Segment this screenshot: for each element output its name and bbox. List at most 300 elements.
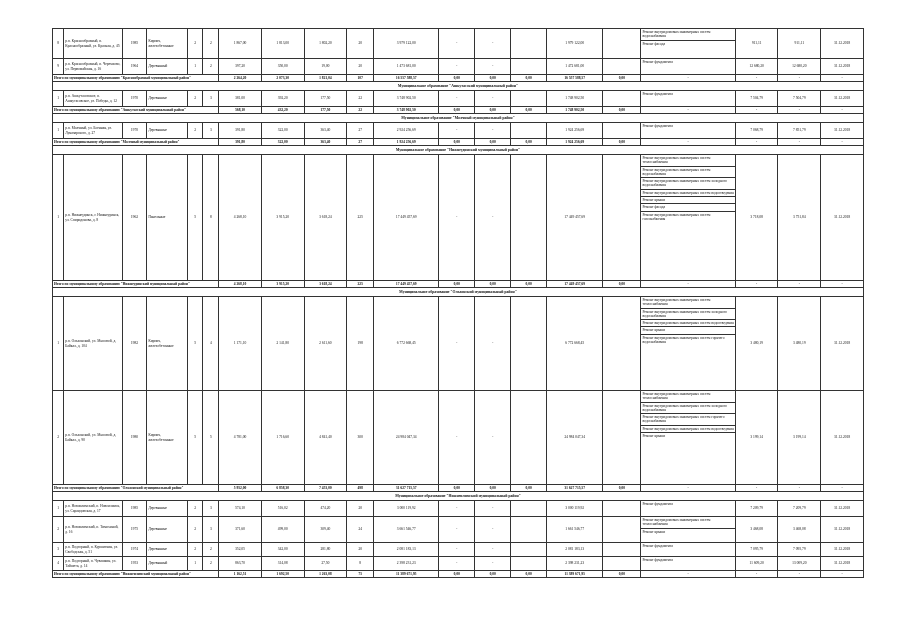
- fund-regional-sum: 0,00: [475, 75, 511, 82]
- wall-material: Кирпич, железобетонные: [147, 29, 187, 59]
- specific-cost: 7 095,79: [735, 543, 778, 557]
- date-sum: -: [821, 75, 864, 82]
- repair-works-list: [641, 297, 735, 391]
- reserve-sum: 0,00: [603, 485, 641, 492]
- completion-date: 31.12.2018: [821, 543, 864, 557]
- section-total-row: [53, 281, 864, 288]
- register-table: [52, 28, 864, 578]
- fund-owners-sum: 1 924 256,69: [547, 139, 603, 146]
- fund-regional: -: [475, 91, 511, 107]
- row-number: 1: [53, 501, 64, 517]
- repair-work-item: Ремонт внутридомовых инженерных систем водоснабжения: [641, 167, 734, 179]
- private-area: 281,80: [304, 543, 347, 557]
- fund-local: [511, 59, 547, 75]
- building-address: р.п. Ашкутасовское, п. Ашкутасовское, ул. Победы, д. 12: [64, 91, 122, 107]
- total-label: Итого по муниципальному образованию "Молчный муниципальный район": [53, 139, 219, 146]
- floor-count: 1: [187, 557, 203, 571]
- entrance-count: 8: [203, 155, 219, 281]
- total-area-sum: 568,10: [219, 107, 262, 114]
- build-year: 1970: [122, 123, 147, 139]
- repair-work-item: Ремонт внутридомовых инженерных систем холодного водоснабжения: [641, 403, 734, 415]
- fund-federal: -: [439, 391, 475, 485]
- fund-regional: -: [475, 59, 511, 75]
- build-year: 1985: [122, 501, 147, 517]
- table-row: [53, 59, 864, 75]
- fund-federal: -: [439, 543, 475, 557]
- repair-works-list: [641, 123, 735, 139]
- fund-local: [511, 155, 547, 281]
- entrance-count: 3: [203, 123, 219, 139]
- repair-cost: 17 449 457,69: [374, 155, 439, 281]
- specific-cost: 3 468,08: [735, 517, 778, 543]
- private-area-sum: 177,50: [304, 107, 347, 114]
- building-address: р.п. Новоилимский, п. Новоилимск, ул. Сараидовская, д. 17: [64, 501, 122, 517]
- private-area: 474,20: [304, 501, 347, 517]
- residential-area: 516,02: [261, 501, 304, 517]
- fund-owners-sum: 16 557 588,57: [547, 75, 603, 82]
- repair-cost: 2 924 256,69: [374, 123, 439, 139]
- repair-work-item: Ремонт внутридомовых инженерных систем газоснабжения: [642, 212, 711, 221]
- repair-works-list: [641, 29, 735, 59]
- works-sum: -: [641, 75, 735, 82]
- works-sum: -: [641, 485, 735, 492]
- building-address: р.п. Краснообразный, п. Краснообразный, ул. Красная, д. 45: [64, 29, 122, 59]
- fund-local: [511, 517, 547, 543]
- works-sum: -: [641, 281, 735, 288]
- row-number: 1: [53, 91, 64, 107]
- entrance-count: 5: [203, 391, 219, 485]
- section-title: Муниципальное образование "Нижнеудинский муниципальный район": [53, 146, 864, 155]
- specific-cost-sum: -: [735, 281, 778, 288]
- repair-works-list: [641, 517, 735, 543]
- fund-owners: 2 398 231,23: [547, 557, 603, 571]
- specific-cost: 3 718,08: [735, 155, 778, 281]
- section-header-row: [53, 146, 864, 155]
- works-sum: -: [641, 107, 735, 114]
- total-area: 4 781,00: [219, 391, 262, 485]
- reserve-sum: 0,00: [603, 281, 641, 288]
- fund-regional: -: [475, 501, 511, 517]
- residential-area: 314,08: [261, 557, 304, 571]
- repair-work-item: Ремонт фундамента: [642, 60, 673, 64]
- reserve-sum: 0,00: [603, 139, 641, 146]
- repair-cost: 2 398 231,23: [374, 557, 439, 571]
- private-area-sum: 3 618,24: [304, 281, 347, 288]
- repair-cost: 3 661 546,77: [374, 517, 439, 543]
- reserve-cell: [603, 59, 641, 75]
- total-area: 352,05: [219, 543, 262, 557]
- fund-federal-sum: 0,00: [439, 107, 475, 114]
- section-title: Муниципальное образование "Нижнеилимский муниципальный район": [53, 492, 864, 501]
- fund-regional-sum: 0,00: [475, 571, 511, 578]
- reserve-cell: [603, 123, 641, 139]
- repair-work-item: Ремонт внутридомовых инженерных систем горячего водоснабжения: [642, 335, 725, 345]
- residential-area-sum: 2 073,30: [261, 75, 304, 82]
- reserve-cell: [603, 517, 641, 543]
- row-number: 1: [53, 155, 64, 281]
- repair-work-item: Ремонт фундамента: [642, 558, 673, 562]
- completion-date: 31.12.2018: [821, 297, 864, 391]
- total-area-sum: 1 162,51: [219, 571, 262, 578]
- fund-owners-sum: 31 627 715,57: [547, 485, 603, 492]
- total-label: Итого по муниципальному образованию "Краснообразный муниципальный район": [53, 75, 219, 82]
- building-address: р.п. Краснообразный, п. Черемхово, ул. Первомайская, д. 16: [64, 59, 122, 75]
- residential-area-sum: 1 692,50: [261, 571, 304, 578]
- completion-date: 31.12.2018: [821, 501, 864, 517]
- fund-federal: -: [439, 123, 475, 139]
- fund-owners-sum: 1 748 902,50: [547, 107, 603, 114]
- fund-local-sum: 0,00: [511, 107, 547, 114]
- resident-count: 27: [347, 123, 374, 139]
- entrance-count: 4: [203, 297, 219, 391]
- private-area: 177,50: [304, 91, 347, 107]
- reserve-sum: 0,00: [603, 107, 641, 114]
- floor-count: 5: [187, 155, 203, 281]
- private-area: 363,40: [304, 123, 347, 139]
- wall-material: Деревянные: [147, 91, 187, 107]
- section-total-row: [53, 139, 864, 146]
- table-row: [53, 501, 864, 517]
- repair-work-item: Ремонт крыши: [641, 327, 734, 334]
- repair-work-item: Ремонт внутридомовых инженерных систем горячего водоснабжения: [641, 414, 734, 426]
- section-title: Муниципальное образование "Ашкутасский муниципальный район": [53, 82, 864, 91]
- entrance-count: 3: [203, 517, 219, 543]
- max-cost: 7 209,79: [778, 501, 821, 517]
- section-total-row: [53, 485, 864, 492]
- total-label: Итого по муниципальному образованию "Ашкутасский муниципальный район": [53, 107, 219, 114]
- repair-works-list: [641, 501, 735, 517]
- date-sum: -: [821, 281, 864, 288]
- repair-work-item: Ремонт внутридомовых инженерных систем водоотведения: [641, 190, 734, 197]
- fund-owners-sum: 11 389 671,95: [547, 571, 603, 578]
- table-row: [53, 29, 864, 59]
- residential-area: 350,00: [261, 59, 304, 75]
- fund-regional: -: [475, 123, 511, 139]
- total-area-sum: 4 268,10: [219, 281, 262, 288]
- repair-work-item: Ремонт внутридомовых инженерных систем теплоснабжения: [641, 517, 734, 529]
- max-cost: 12 680,20: [778, 59, 821, 75]
- fund-local: [511, 543, 547, 557]
- max-cost: 911,11: [778, 29, 821, 59]
- wall-material: Деревянный: [147, 557, 187, 571]
- resident-count-sum: 27: [347, 139, 374, 146]
- row-number: 2: [53, 517, 64, 543]
- specific-cost-sum: -: [735, 571, 778, 578]
- build-year: 1964: [122, 59, 147, 75]
- fund-federal: -: [439, 29, 475, 59]
- fund-federal: -: [439, 155, 475, 281]
- table-row: [53, 155, 864, 281]
- fund-regional-sum: 0,00: [475, 107, 511, 114]
- fund-owners: 2 081 183,13: [547, 543, 603, 557]
- building-address: р.п. Молчный, ул. Боенная, ул. Луначарского, д. 27: [64, 123, 122, 139]
- fund-owners-sum: 17 449 457,69: [547, 281, 603, 288]
- repair-cost: 3 748 902,50: [374, 91, 439, 107]
- fund-local-sum: 0,00: [511, 485, 547, 492]
- repair-work-item: Ремонт внутридомовых инженерных систем водоотведения: [641, 320, 734, 327]
- repair-work-item: Ремонт внутридомовых инженерных систем теплоснабжения: [641, 391, 734, 403]
- build-year: 1974: [122, 543, 147, 557]
- date-sum: -: [821, 139, 864, 146]
- fund-owners: 1 748 902,50: [547, 91, 603, 107]
- section-header-row: [53, 114, 864, 123]
- date-sum: -: [821, 571, 864, 578]
- build-year: 1962: [122, 155, 147, 281]
- floor-count: 5: [187, 391, 203, 485]
- fund-local-sum: 0,00: [511, 75, 547, 82]
- reserve-cell: [603, 91, 641, 107]
- max-cost-sum: -: [778, 107, 821, 114]
- section-title: Муниципальное образование "Молчный муниципальный район": [53, 114, 864, 123]
- wall-material: Панельные: [147, 155, 187, 281]
- specific-cost: 3 480,19: [735, 297, 778, 391]
- resident-count: 20: [347, 501, 374, 517]
- build-year: 1985: [122, 29, 147, 59]
- private-area: 27,50: [304, 557, 347, 571]
- max-cost: 3 199,14: [778, 391, 821, 485]
- residential-area: 1 716,60: [261, 391, 304, 485]
- resident-count: 300: [347, 391, 374, 485]
- resident-count-sum: 498: [347, 485, 374, 492]
- fund-owners: 3 000 119,92: [547, 501, 603, 517]
- entrance-count: 3: [203, 501, 219, 517]
- fund-owners: 1 661 546,77: [547, 517, 603, 543]
- max-cost: 3 480,19: [778, 297, 821, 391]
- row-number: 1: [53, 123, 64, 139]
- build-year: 1975: [122, 517, 147, 543]
- repair-works-list: [641, 59, 735, 75]
- repair-work-item: Ремонт внутридомовых инженерных систем теплоснабжения: [641, 297, 734, 309]
- repair-works-list: [641, 91, 735, 107]
- entrance-count: 2: [203, 557, 219, 571]
- works-sum: -: [641, 139, 735, 146]
- completion-date: 31.12.2018: [821, 155, 864, 281]
- private-area: 309,40: [304, 517, 347, 543]
- floor-count: 2: [187, 517, 203, 543]
- completion-date: 31.12.2018: [821, 557, 864, 571]
- fund-regional-sum: 0,00: [475, 281, 511, 288]
- specific-cost-sum: -: [735, 75, 778, 82]
- wall-material: Деревянные: [147, 501, 187, 517]
- fund-federal: -: [439, 517, 475, 543]
- residential-area: 3 915,20: [261, 155, 304, 281]
- fund-owners: 17 449 457,69: [547, 155, 603, 281]
- repair-cost: 6 772 668,45: [374, 297, 439, 391]
- fund-local: [511, 297, 547, 391]
- building-address: р.п. Подгорный, п. Куршиткин, ул. Свободская, д. 51: [64, 543, 122, 557]
- total-area: 397,20: [219, 59, 262, 75]
- housing-repair-register-sheet: [52, 28, 864, 578]
- fund-regional: -: [475, 29, 511, 59]
- building-address: р.п. Ольхонский, ул. Мысовой, д. Байкал, д. 90: [64, 391, 122, 485]
- fund-regional: -: [475, 391, 511, 485]
- reserve-cell: [603, 155, 641, 281]
- max-cost-sum: -: [778, 571, 821, 578]
- repair-work-item: Ремонт фундамента: [642, 124, 673, 128]
- building-address: р.п. Новоилимский, п. Тимохиной, д. 16: [64, 517, 122, 543]
- reserve-cell: [603, 297, 641, 391]
- fund-owners: 1 472 681,00: [547, 59, 603, 75]
- residential-area-sum: 6 858,30: [261, 485, 304, 492]
- entrance-count: 3: [203, 91, 219, 107]
- repair-work-item: Ремонт внутридомовых инженерных систем холодного водоснабжения: [641, 178, 734, 190]
- fund-local: [511, 91, 547, 107]
- total-area: 381,00: [219, 91, 262, 107]
- row-number: 3: [53, 543, 64, 557]
- section-header-row: [53, 492, 864, 501]
- wall-material: Кирпич, железобетонные: [147, 297, 187, 391]
- max-cost-sum: -: [778, 485, 821, 492]
- fund-federal-sum: 0,00: [439, 139, 475, 146]
- repair-works-list: [641, 557, 735, 571]
- residential-area-sum: 3 915,20: [261, 281, 304, 288]
- table-row: [53, 543, 864, 557]
- floor-count: 2: [187, 91, 203, 107]
- specific-cost: 7 504,79: [735, 91, 778, 107]
- repair-work-item: Ремонт внутридомовых инженерных систем холодного водоснабжения: [641, 309, 734, 321]
- resident-count: 20: [347, 29, 374, 59]
- entrance-count: 2: [203, 543, 219, 557]
- floor-count: 2: [187, 543, 203, 557]
- resident-count: 22: [347, 91, 374, 107]
- reserve-cell: [603, 391, 641, 485]
- fund-federal: -: [439, 501, 475, 517]
- fund-federal-sum: 0,00: [439, 571, 475, 578]
- specific-cost: 11 609,20: [735, 557, 778, 571]
- residential-area: 2 141,80: [261, 297, 304, 391]
- fund-local: [511, 391, 547, 485]
- resident-count-sum: 107: [347, 75, 374, 82]
- floor-count: 2: [187, 29, 203, 59]
- fund-regional: -: [475, 155, 511, 281]
- repair-work-item: Ремонт внутридомовых инженерных систем водоснабжения: [641, 29, 734, 41]
- total-area-sum: 5 952,00: [219, 485, 262, 492]
- repair-works-list: [641, 543, 735, 557]
- repair-work-item: Ремонт фундамента: [642, 502, 673, 506]
- fund-regional: -: [475, 557, 511, 571]
- max-cost: 13 009,20: [778, 557, 821, 571]
- fund-federal: -: [439, 59, 475, 75]
- resident-count: 20: [347, 59, 374, 75]
- residential-area: 1 813,00: [261, 29, 304, 59]
- building-address: р.п. Нижнеудинск, г. Нижнеудинск, ул. Спиридонова, д. 8: [64, 155, 122, 281]
- fund-local-sum: 0,00: [511, 281, 547, 288]
- total-area: 371,60: [219, 517, 262, 543]
- resident-count-sum: 225: [347, 281, 374, 288]
- max-cost-sum: -: [778, 281, 821, 288]
- fund-federal: -: [439, 91, 475, 107]
- total-label: Итого по муниципальному образованию "Нижнеилимский муниципальный район": [53, 571, 219, 578]
- building-address: р.п. Подгорный, п. Чувашкин, ул. Тайшета, д. 14: [64, 557, 122, 571]
- reserve-cell: [603, 29, 641, 59]
- floor-count: 1: [187, 59, 203, 75]
- table-row: [53, 557, 864, 571]
- reserve-cell: [603, 501, 641, 517]
- wall-material: Кирпич, железобетонные: [147, 391, 187, 485]
- floor-count: 5: [187, 297, 203, 391]
- repair-work-item: Ремонт фундамента: [642, 92, 673, 96]
- wall-material: Деревянный: [147, 59, 187, 75]
- table-row: [53, 123, 864, 139]
- total-area: 4 268,10: [219, 155, 262, 281]
- specific-cost: 3 199,14: [735, 391, 778, 485]
- fund-federal-sum: 0,00: [439, 281, 475, 288]
- reserve-cell: [603, 543, 641, 557]
- repair-works-list: [641, 155, 735, 281]
- table-row: [53, 297, 864, 391]
- repair-cost: 3 979 122,00: [374, 29, 439, 59]
- table-row: [53, 391, 864, 485]
- reserve-sum: 0,00: [603, 571, 641, 578]
- repair-cost-sum: 3 748 902,50: [374, 107, 439, 114]
- repair-work-item: Ремонт фасада: [641, 204, 734, 211]
- floor-count: 2: [187, 501, 203, 517]
- max-cost: 7 851,79: [778, 123, 821, 139]
- fund-federal: -: [439, 557, 475, 571]
- total-label: Итого по муниципальному образованию "Нижнеудинский муниципальный район": [53, 281, 219, 288]
- fund-owners: 24 984 047,34: [547, 391, 603, 485]
- fund-regional-sum: 0,00: [475, 485, 511, 492]
- table-row: [53, 91, 864, 107]
- max-cost-sum: -: [778, 75, 821, 82]
- entrance-count: 2: [203, 59, 219, 75]
- private-area: 1 802,20: [304, 29, 347, 59]
- section-header-row: [53, 288, 864, 297]
- fund-regional: -: [475, 517, 511, 543]
- repair-works-list: [641, 391, 735, 485]
- build-year: 1982: [122, 297, 147, 391]
- date-sum: -: [821, 485, 864, 492]
- build-year: 1953: [122, 557, 147, 571]
- section-total-row: [53, 571, 864, 578]
- wall-material: Деревянные: [147, 123, 187, 139]
- specific-cost: 7 068,79: [735, 123, 778, 139]
- wall-material: Деревянные: [147, 543, 187, 557]
- row-number: 9: [53, 59, 64, 75]
- specific-cost: 7 209,79: [735, 501, 778, 517]
- completion-date: 31.12.2018: [821, 91, 864, 107]
- repair-cost: 3 000 119,92: [374, 501, 439, 517]
- private-area-sum: 1 821,04: [304, 75, 347, 82]
- build-year: 1980: [122, 391, 147, 485]
- repair-cost-sum: 17 449 457,69: [374, 281, 439, 288]
- row-number: 4: [53, 557, 64, 571]
- repair-work-item: Ремонт крыши: [642, 529, 666, 534]
- fund-local-sum: 0,00: [511, 571, 547, 578]
- residential-area: 342,00: [261, 543, 304, 557]
- resident-count: 225: [347, 155, 374, 281]
- fund-owners: 1 924 256,69: [547, 123, 603, 139]
- section-header-row: [53, 82, 864, 91]
- repair-cost-sum: 16 557 588,57: [374, 75, 439, 82]
- max-cost-sum: -: [778, 139, 821, 146]
- specific-cost-sum: -: [735, 139, 778, 146]
- repair-cost: 2 081 183,13: [374, 543, 439, 557]
- private-area-sum: 363,40: [304, 139, 347, 146]
- wall-material: Деревянные: [147, 517, 187, 543]
- total-label: Итого по муниципальному образованию "Ольхонский муниципальный район": [53, 485, 219, 492]
- fund-federal-sum: 0,00: [439, 485, 475, 492]
- repair-cost: 1 473 681,00: [374, 59, 439, 75]
- fund-federal-sum: 0,00: [439, 75, 475, 82]
- specific-cost: 12 680,20: [735, 59, 778, 75]
- repair-cost-sum: 11 389 671,95: [374, 571, 439, 578]
- fund-regional-sum: 0,00: [475, 139, 511, 146]
- row-number: 1: [53, 297, 64, 391]
- resident-count: 8: [347, 557, 374, 571]
- fund-local: [511, 501, 547, 517]
- works-sum: -: [641, 571, 735, 578]
